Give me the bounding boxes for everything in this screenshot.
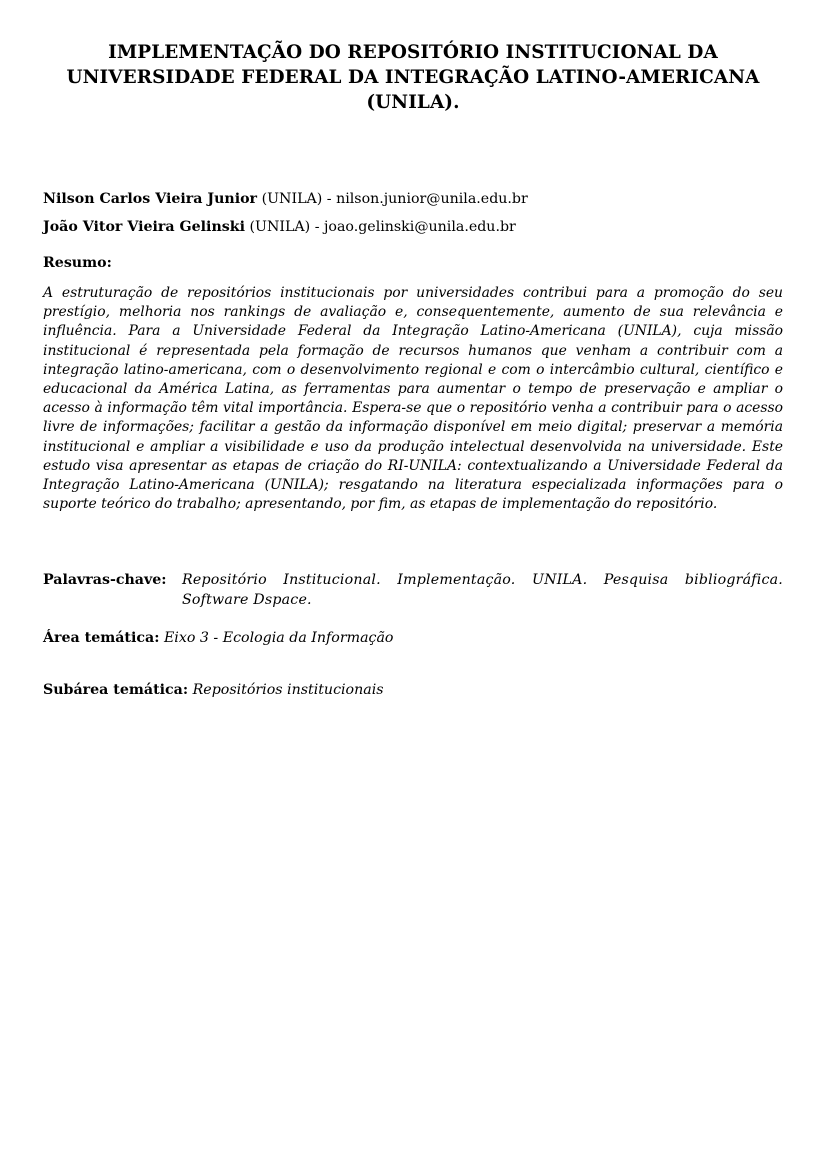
abstract-label: Resumo: — [43, 255, 112, 271]
thematic-area — [43, 629, 393, 647]
author-affiliation: (UNILA) - nilson.junior@unila.edu.br — [261, 191, 528, 207]
abstract-text: A estruturação de repositórios institucionais por universidades contribui para a promoção do seu prestígio, melhoria nos rankings de avaliação e, consequentemente, aumento de sua relevância e influência. Para a Universidade Federal da Integração Latino-Americana (UNILA), cuja missão institucional é representada pela formação de recursos humanos que venham a contribuir com a integração latino-americana, com o desenvolvimento regional e com o intercâmbio cultural, científico e educacional da América Latina, as ferramentas para aumentar o tempo de preservação e ampliar o acesso à informação têm vital importância. Espera-se que o repositório venha a contribuir para o acesso livre de informações; facilitar a gestão da informação disponível em meio digital; preservar a memória institucional e ampliar a visibilidade e uso da produção intelectual desenvolvida na universidade. Este estudo visa apresentar as etapas de criação do RI-UNILA: contextualizando a Universidade Federal da Integração Latino-Americana (UNILA); resgatando na literatura especializada informações para o suporte teórico do trabalho; apresentando, por fim, as etapas de implementação do repositório. — [43, 285, 783, 513]
keywords-section — [43, 571, 783, 610]
author-name: João Vitor Vieira Gelinski — [43, 219, 245, 235]
author-name: Nilson Carlos Vieira Junior — [43, 191, 258, 207]
paper-title: IMPLEMENTAÇÃO DO REPOSITÓRIO INSTITUCIONAL DA UNIVERSIDADE FEDERAL DA INTEGRAÇÃO LATINO-AMERICANA (UNILA). — [66, 42, 760, 113]
author-line — [43, 190, 528, 208]
thematic-area-value: Eixo 3 - Ecologia da Informação — [163, 630, 394, 646]
thematic-area-label: Área temática: — [43, 630, 160, 646]
author-line — [43, 218, 516, 236]
author-affiliation: (UNILA) - joao.gelinski@unila.edu.br — [249, 219, 516, 235]
keywords-text: Repositório Institucional. Implementação. UNILA. Pesquisa bibliográfica. Software Dspace. — [182, 572, 783, 608]
thematic-subarea — [43, 681, 384, 699]
thematic-subarea-value: Repositórios institucionais — [192, 682, 384, 698]
thematic-subarea-label: Subárea temática: — [43, 682, 189, 698]
keywords-label: Palavras-chave: — [43, 572, 167, 588]
